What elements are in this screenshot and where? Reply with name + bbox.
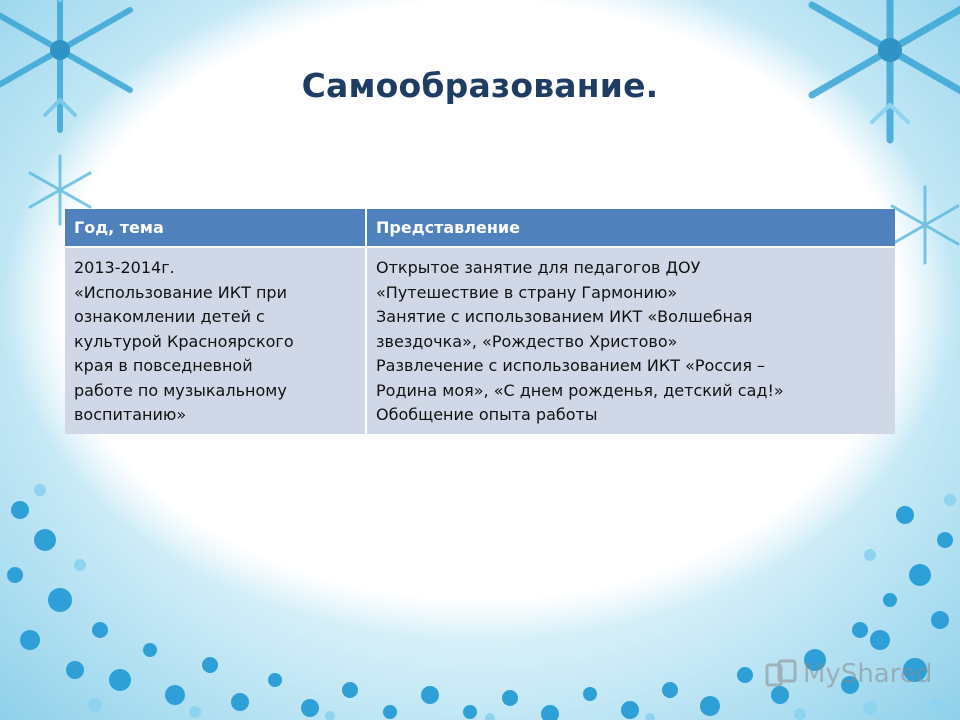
table-header-row xyxy=(65,209,895,247)
myshared-logo-icon xyxy=(765,657,799,691)
cell-line: Родина моя», «С днем рожденья, детский сад!» xyxy=(376,380,784,400)
watermark-text: MyShared xyxy=(803,659,933,689)
cell-line: работе по музыкальному xyxy=(74,380,287,400)
cell-line: звездочка», «Рождество Христово» xyxy=(376,331,678,351)
cell-line: 2013-2014г. xyxy=(74,258,175,277)
cell-line: воспитанию» xyxy=(74,405,187,424)
cell-presentation xyxy=(366,247,895,434)
slide-title: Самообразование. xyxy=(301,66,659,105)
header-presentation: Представление xyxy=(366,209,895,247)
cell-line: Развлечение с использованием ИКТ «Россия – xyxy=(376,356,766,375)
watermark xyxy=(765,652,932,696)
cell-year-topic xyxy=(65,247,366,434)
cell-line: «Путешествие в страну Гармонию» xyxy=(376,282,678,302)
cell-line: «Использование ИКТ при xyxy=(74,282,287,302)
cell-line: ознакомлении детей с xyxy=(74,307,265,326)
self-education-table xyxy=(65,209,895,434)
cell-line: культурой Красноярского xyxy=(74,331,294,351)
cell-line: Обобщение опыта работы xyxy=(376,405,598,424)
cell-line: Открытое занятие для педагогов ДОУ xyxy=(376,258,701,277)
cell-line: края в повседневной xyxy=(74,356,253,375)
cell-line: Занятие с использованием ИКТ «Волшебная xyxy=(376,307,753,326)
header-year-topic: Год, тема xyxy=(65,209,366,247)
table-row xyxy=(65,247,895,434)
